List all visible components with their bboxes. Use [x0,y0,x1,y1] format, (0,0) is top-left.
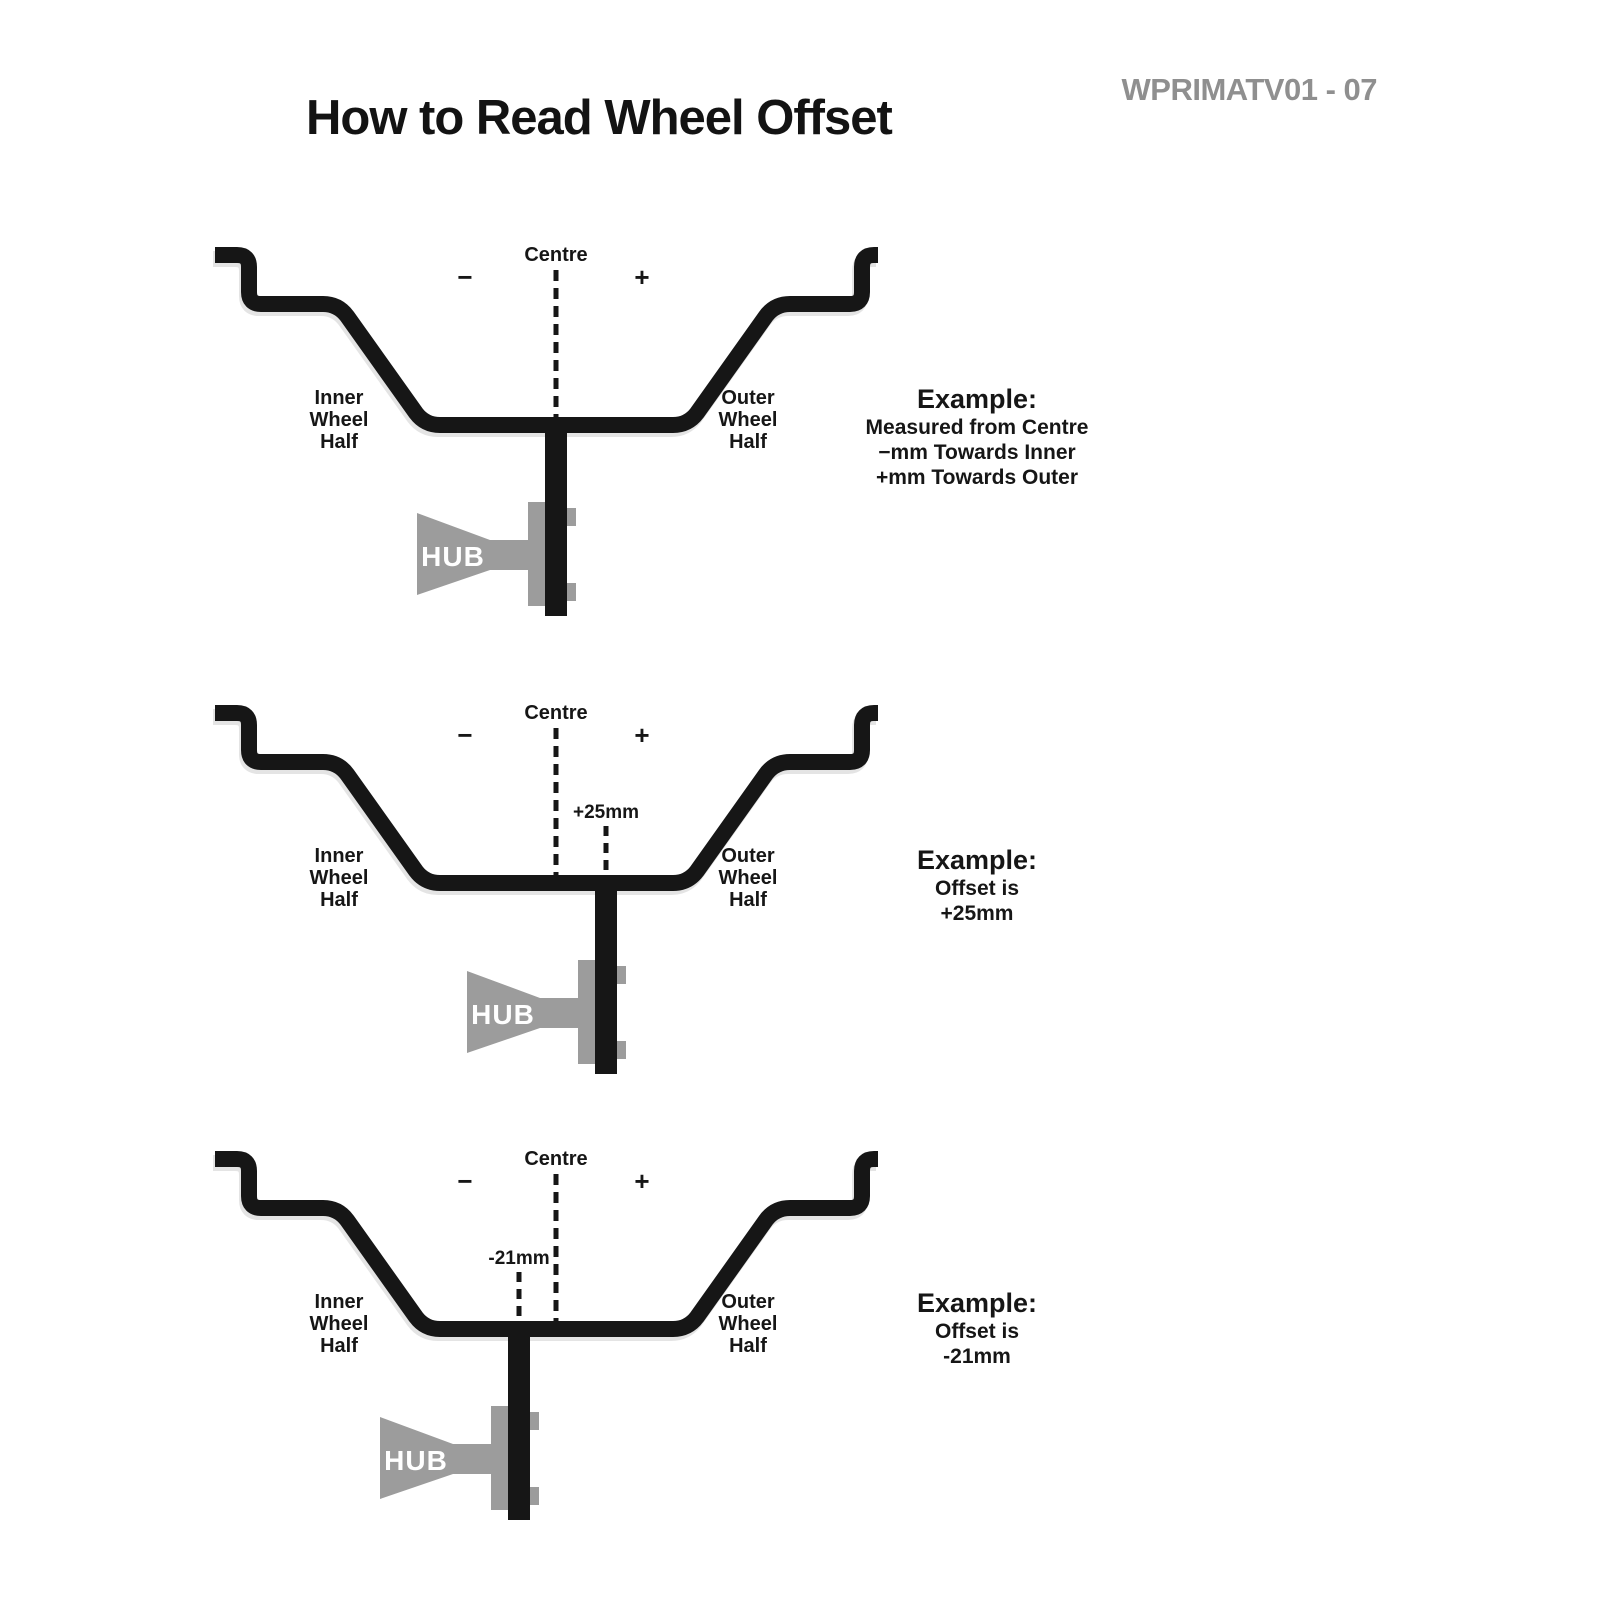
diagram-negative-offset [195,1132,895,1532]
inner-wheel-half-label: Inner [314,845,364,867]
minus-label: − [457,720,473,750]
outer-wheel-half-label: Outer [721,1291,775,1313]
hub-plate [578,960,596,1064]
offset-label: +25mm [572,802,640,823]
inner-wheel-half-label: Inner [314,1291,364,1313]
hub-plate [528,502,546,606]
outer-wheel-half-label: Outer [721,387,775,409]
centre-label: Centre [524,244,588,266]
wheel-stud [567,508,576,526]
inner-wheel-half-label: Wheel [309,1313,369,1335]
outer-wheel-half-label: Half [729,431,767,453]
outer-wheel-half-label: Wheel [718,409,778,431]
hub-plate [491,1406,509,1510]
example-heading: Example: [916,384,1038,414]
plus-label: + [634,1166,650,1196]
example-block-positive [810,845,1144,926]
rim-shadow [213,717,876,887]
example-block-negative [810,1288,1144,1369]
example-line: −mm Towards Inner [878,441,1076,464]
inner-wheel-half-label: Half [320,431,358,453]
inner-wheel-half-label: Half [320,1335,358,1357]
wheel-stud [530,1487,539,1505]
minus-label: − [457,262,473,292]
mounting-face-bar [545,420,567,616]
example-line: -21mm [943,1345,1011,1368]
outer-wheel-half-label: Outer [721,845,775,867]
example-heading: Example: [916,1288,1038,1318]
outer-wheel-half-label: Half [729,889,767,911]
centre-label: Centre [524,1148,588,1170]
inner-wheel-half-label: Wheel [309,867,369,889]
inner-wheel-half-label: Wheel [309,409,369,431]
offset-label: -21mm [488,1248,550,1269]
diagram-positive-offset [195,686,895,1086]
example-line: Offset is [934,877,1020,900]
page-title: How to Read Wheel Offset [306,91,892,145]
diagram-centre-reference [195,228,895,628]
example-line: Offset is [934,1320,1020,1343]
hub-assembly [467,802,639,1074]
mounting-face-bar [595,878,617,1074]
mounting-face-bar [508,1324,530,1520]
example-heading: Example: [916,845,1038,875]
inner-wheel-half-label: Inner [314,387,364,409]
plus-label: + [634,262,650,292]
hub-assembly [417,420,576,616]
outer-wheel-half-label: Wheel [718,867,778,889]
centre-label: Centre [524,702,588,724]
inner-wheel-half-label: Half [320,889,358,911]
example-line: +mm Towards Outer [875,466,1079,489]
outer-wheel-half-label: Wheel [718,1313,778,1335]
example-line: Measured from Centre [865,416,1089,439]
hub-label: HUB [421,541,485,572]
outer-wheel-half-label: Half [729,1335,767,1357]
hub-label: HUB [471,999,535,1030]
wheel-stud [567,583,576,601]
example-line: +25mm [940,902,1014,925]
minus-label: − [457,1166,473,1196]
rim-shadow [213,259,876,429]
example-block-centre [810,384,1144,490]
hub-label: HUB [384,1445,448,1476]
wheel-stud [617,966,626,984]
wheel-stud [530,1412,539,1430]
plus-label: + [634,720,650,750]
wheel-stud [617,1041,626,1059]
doc-code: WPRIMATV01 - 07 [1121,72,1377,107]
